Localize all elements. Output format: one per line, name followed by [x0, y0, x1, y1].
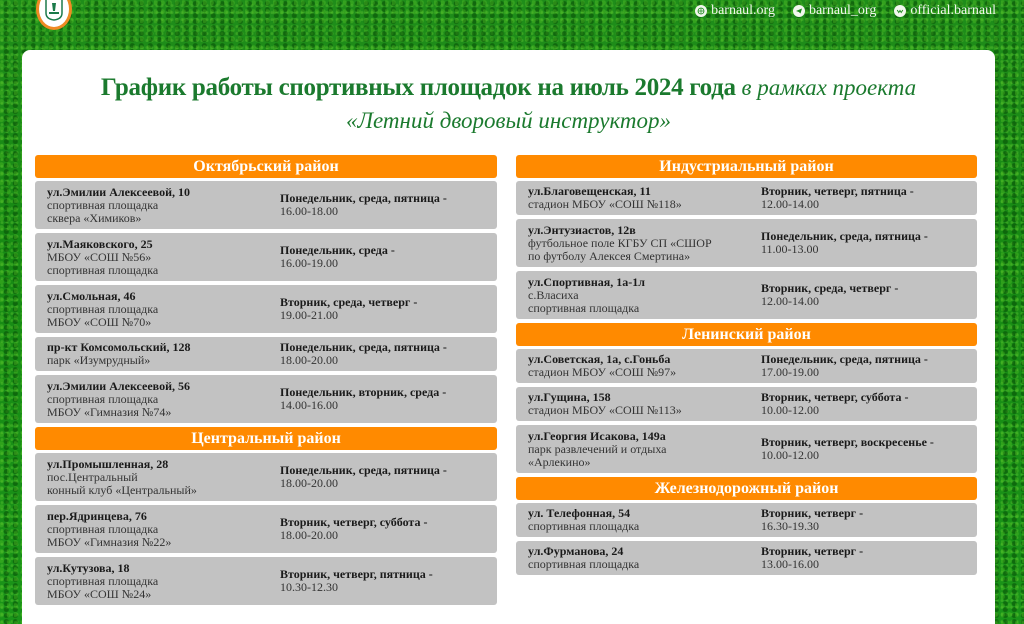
social-link-telegram[interactable] — [793, 3, 876, 19]
venue-row — [516, 503, 977, 537]
venue-days: Понедельник, среда, пятница - — [280, 463, 447, 477]
venue-days: Вторник, среда, четверг - — [280, 295, 418, 309]
social-label: barnaul.org — [711, 3, 775, 18]
venue-address: пр-кт Комсомольский, 128 — [47, 340, 191, 354]
venue-time: 12.00-14.00 — [761, 294, 819, 308]
venue-time: 17.00-19.00 — [761, 365, 819, 379]
venue-desc: парк развлечений и отдыха — [528, 441, 667, 456]
venue-address: ул. Телефонная, 54 — [528, 506, 631, 520]
venue-desc: стадион МБОУ «СОШ №113» — [528, 403, 682, 417]
venue-desc: парк «Изумрудный» — [47, 353, 151, 367]
district-header-tsentralny: Центральный район — [35, 427, 497, 450]
left-column — [35, 155, 497, 609]
venue-row — [35, 453, 497, 501]
globe-icon — [695, 5, 707, 17]
title-project-name: «Летний дворовый инструктор» — [345, 108, 672, 133]
social-link-vk[interactable] — [894, 3, 996, 19]
venue-time: 18.00-20.00 — [280, 353, 338, 367]
venue-row — [516, 271, 977, 319]
venue-days: Понедельник, среда, пятница - — [280, 191, 447, 205]
venue-time: 18.00-20.00 — [280, 476, 338, 490]
venue-time: 11.00-13.00 — [761, 242, 819, 256]
venue-row — [516, 425, 977, 473]
telegram-icon — [793, 5, 805, 17]
venue-desc: спортивная площадка — [47, 301, 159, 316]
venue-days: Вторник, четверг - — [761, 506, 864, 520]
title-project-prefix: в рамках проекта — [735, 75, 917, 100]
venue-desc: спортивная площадка — [47, 197, 159, 212]
venue-time: 18.00-20.00 — [280, 528, 338, 542]
city-logo — [36, 0, 72, 30]
venue-days: Вторник, четверг, суббота - — [280, 515, 428, 529]
venue-time: 19.00-21.00 — [280, 308, 338, 322]
venue-days: Вторник, четверг - — [761, 544, 864, 558]
venue-address: ул.Гущина, 158 — [528, 390, 611, 404]
venue-desc: пос.Центральный — [47, 469, 138, 484]
social-links — [695, 3, 996, 19]
venue-desc: спортивная площадка — [47, 521, 159, 536]
venue-address: ул.Эмилии Алексеевой, 10 — [47, 184, 190, 199]
venue-days: Понедельник, среда, пятница - — [761, 229, 928, 243]
venue-days: Понедельник, вторник, среда - — [280, 385, 447, 399]
district-header-industrialny: Индустриальный район — [516, 155, 977, 178]
title-main: График работы спортивных площадок на июль 2024 года — [100, 74, 736, 101]
venue-time: 10.00-12.00 — [761, 403, 819, 417]
venue-row — [516, 349, 977, 383]
venue-desc: стадион МБОУ «СОШ №97» — [528, 365, 677, 379]
venue-days: Понедельник, среда, пятница - — [280, 340, 447, 354]
venue-desc: спортивная площадка — [528, 519, 640, 533]
venue-row — [516, 181, 977, 215]
venue-address: ул.Эмилии Алексеевой, 56 — [47, 378, 190, 393]
venue-days: Вторник, четверг, воскресенье - — [761, 435, 934, 449]
social-label: barnaul_org — [808, 3, 877, 18]
venue-time: 16.00-18.00 — [280, 204, 338, 218]
venue-desc: МБОУ «СОШ №56» — [47, 249, 152, 264]
venue-row — [35, 557, 497, 605]
venue-address: ул.Советская, 1а, с.Гоньба — [528, 352, 671, 366]
right-column — [516, 155, 977, 579]
venue-days: Понедельник, среда - — [280, 243, 395, 257]
venue-address: ул.Смольная, 46 — [47, 288, 136, 303]
venue-desc: спортивная площадка — [528, 557, 640, 571]
venue-desc: МБОУ «Гимназия №74» — [47, 404, 172, 419]
venue-desc: спортивная площадка — [47, 573, 159, 588]
venue-row — [35, 505, 497, 553]
venue-row — [516, 541, 977, 575]
venue-time: 16.00-19.00 — [280, 256, 338, 270]
venue-address: ул.Маяковского, 25 — [47, 236, 153, 251]
venue-days: Вторник, четверг, пятница - — [280, 567, 433, 581]
venue-desc: «Арлекино» — [528, 454, 591, 469]
venue-row — [35, 285, 497, 333]
venue-desc: МБОУ «СОШ №24» — [47, 586, 152, 601]
venue-days: Понедельник, среда, пятница - — [761, 352, 928, 366]
venue-row — [516, 387, 977, 421]
venue-desc: с.Власиха — [528, 287, 579, 302]
vk-icon — [894, 5, 906, 17]
venue-address: ул.Энтузиастов, 12в — [528, 222, 636, 237]
venue-time: 10.00-12.00 — [761, 448, 819, 462]
district-header-leninsky: Ленинский район — [516, 323, 977, 346]
venue-time: 13.00-16.00 — [761, 557, 819, 571]
page-title — [22, 72, 995, 138]
venue-address: ул.Кутузова, 18 — [47, 560, 130, 575]
venue-address: ул.Благовещенская, 11 — [528, 184, 651, 198]
venue-row — [516, 219, 977, 267]
venue-row — [35, 337, 497, 371]
venue-row — [35, 181, 497, 229]
venue-desc: спортивная площадка — [47, 262, 159, 277]
venue-address: ул.Промышленная, 28 — [47, 456, 169, 471]
venue-desc: сквера «Химиков» — [47, 210, 142, 225]
venue-row — [35, 233, 497, 281]
social-label: official.barnaul — [910, 3, 996, 18]
venue-address: ул.Фурманова, 24 — [528, 544, 624, 558]
coat-of-arms-icon — [44, 0, 64, 21]
venue-days: Вторник, четверг, пятница - — [761, 184, 914, 198]
venue-desc: спортивная площадка — [528, 300, 640, 315]
district-header-zheleznodorozhny: Железнодорожный район — [516, 477, 977, 500]
venue-address: ул.Георгия Исакова, 149а — [528, 428, 666, 443]
venue-time: 10.30-12.30 — [280, 580, 338, 594]
venue-row — [35, 375, 497, 423]
venue-desc: конный клуб «Центральный» — [47, 482, 197, 497]
venue-desc: футбольное поле КГБУ СП «СШОР — [528, 235, 712, 250]
venue-desc: по футболу Алексея Смертина» — [528, 248, 691, 263]
schedule-panel — [22, 50, 995, 624]
venue-time: 14.00-16.00 — [280, 398, 338, 412]
district-header-oktyabrsky: Октябрьский район — [35, 155, 497, 178]
venue-address: пер.Ядринцева, 76 — [47, 508, 147, 523]
venue-time: 16.30-19.30 — [761, 519, 819, 533]
social-link-website[interactable] — [695, 3, 775, 19]
venue-desc: спортивная площадка — [47, 391, 159, 406]
venue-desc: стадион МБОУ «СОШ №118» — [528, 197, 682, 211]
venue-address: ул.Спортивная, 1а-1л — [528, 274, 645, 289]
venue-desc: МБОУ «СОШ №70» — [47, 314, 152, 329]
venue-time: 12.00-14.00 — [761, 197, 819, 211]
venue-days: Вторник, среда, четверг - — [761, 281, 899, 295]
venue-days: Вторник, четверг, суббота - — [761, 390, 909, 404]
venue-desc: МБОУ «Гимназия №22» — [47, 534, 172, 549]
